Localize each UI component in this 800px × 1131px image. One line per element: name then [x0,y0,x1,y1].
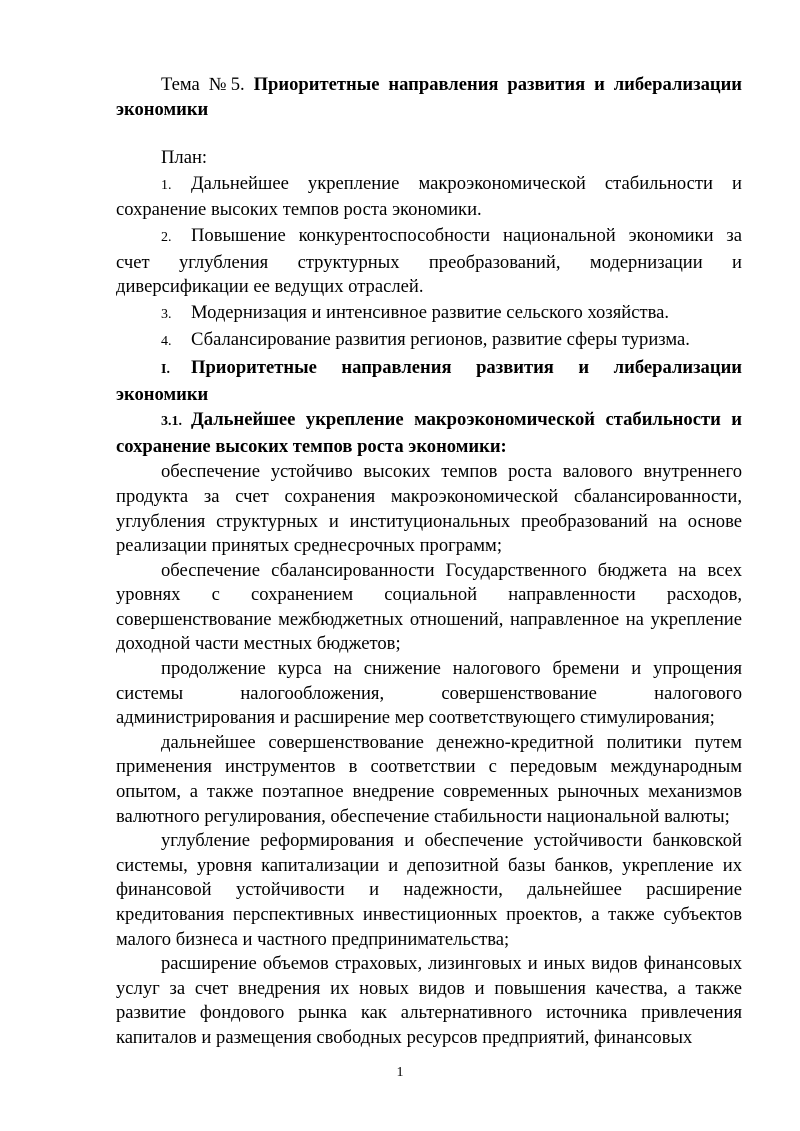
plan-item-text: Повышение конкурентоспособности национальной экономики за счет углубления структурных преобразований, модернизации и диверсификации ее ведущих отраслей. [116,224,742,298]
body-paragraph: углубление реформирования и обеспечение устойчивости банковской системы, уровня капитализации и депозитной базы банков, укрепление их финансовой устойчивости и надежности, дальнейшее расширение кредитования перспективных инвестиционных проектов, а также субъектов малого бизнеса и частного предпринимательства; [116,830,742,950]
body-paragraph: продолжение курса на снижение налогового бремени и упрощения системы налогообложения, совершенствование налогового администрирования и расширение мер соответствующего стимулирования; [116,658,742,729]
body-paragraph: обеспечение устойчиво высоких темпов роста валового внутреннего продукта за счет сохранения макроэкономической сбалансированности, углубления структурных и институциональных преобразований на основе реализации принятых среднесрочных программ; [116,461,742,557]
plan-item-number: 1. [161,177,172,193]
plan-item-number: 3. [161,306,172,322]
subsection-heading [116,408,742,459]
body-paragraph: дальнейшее совершенствование денежно-кредитной политики путем применения инструментов в соответствии с передовым международным опытом, а также поэтапное внедрение современных рыночных механизмов валютного регулирования, обеспечение стабильности национальной валюты; [116,731,742,827]
plan-item-2 [116,224,742,300]
plan-item-1 [116,172,742,223]
plan-item-number: 2. [161,229,172,245]
document-page [116,73,742,1051]
section-number: I. [161,361,170,377]
plan-item-text: Дальнейшее укрепление макроэкономической стабильности и сохранение высоких темпов роста экономики. [116,172,742,221]
body-paragraph: расширение объемов страховых, лизинговых и иных видов финансовых услуг за счет внедрения их новых видов и повышения качества, а также развитие фондового рынка как альтернативного источника привлечения капиталов и размещения свободных ресурсов предприятий, финансовых [116,953,742,1048]
page-number: 1 [396,1065,404,1080]
topic-prefix: Тема №5. [161,74,254,95]
subsection-title: Дальнейшее укрепление макроэкономической стабильности и сохранение высоких темпов роста экономики: [116,409,742,457]
plan-item-number: 4. [161,334,172,350]
section-title: Приоритетные направления развития и либерализации экономики [116,356,742,405]
plan-item-3 [116,301,742,328]
subsection-number: 3.1. [161,414,182,430]
section-heading [116,356,742,407]
topic-title-bold: Приоритетные направления развития и либерализации экономики [116,74,743,120]
topic-title [116,73,742,122]
plan-item-4 [116,328,742,355]
body-paragraph: обеспечение сбалансированности Государственного бюджета на всех уровнях с сохранением социальной направленности расходов, совершенствование межбюджетных отношений, направленное на укрепление доходной части местных бюджетов; [116,559,742,655]
plan-item-text: Сбалансирование развития регионов, развитие сферы туризма. [191,329,690,351]
plan-heading: План: [161,147,208,169]
plan-item-text: Модернизация и интенсивное развитие сельского хозяйства. [191,301,670,323]
